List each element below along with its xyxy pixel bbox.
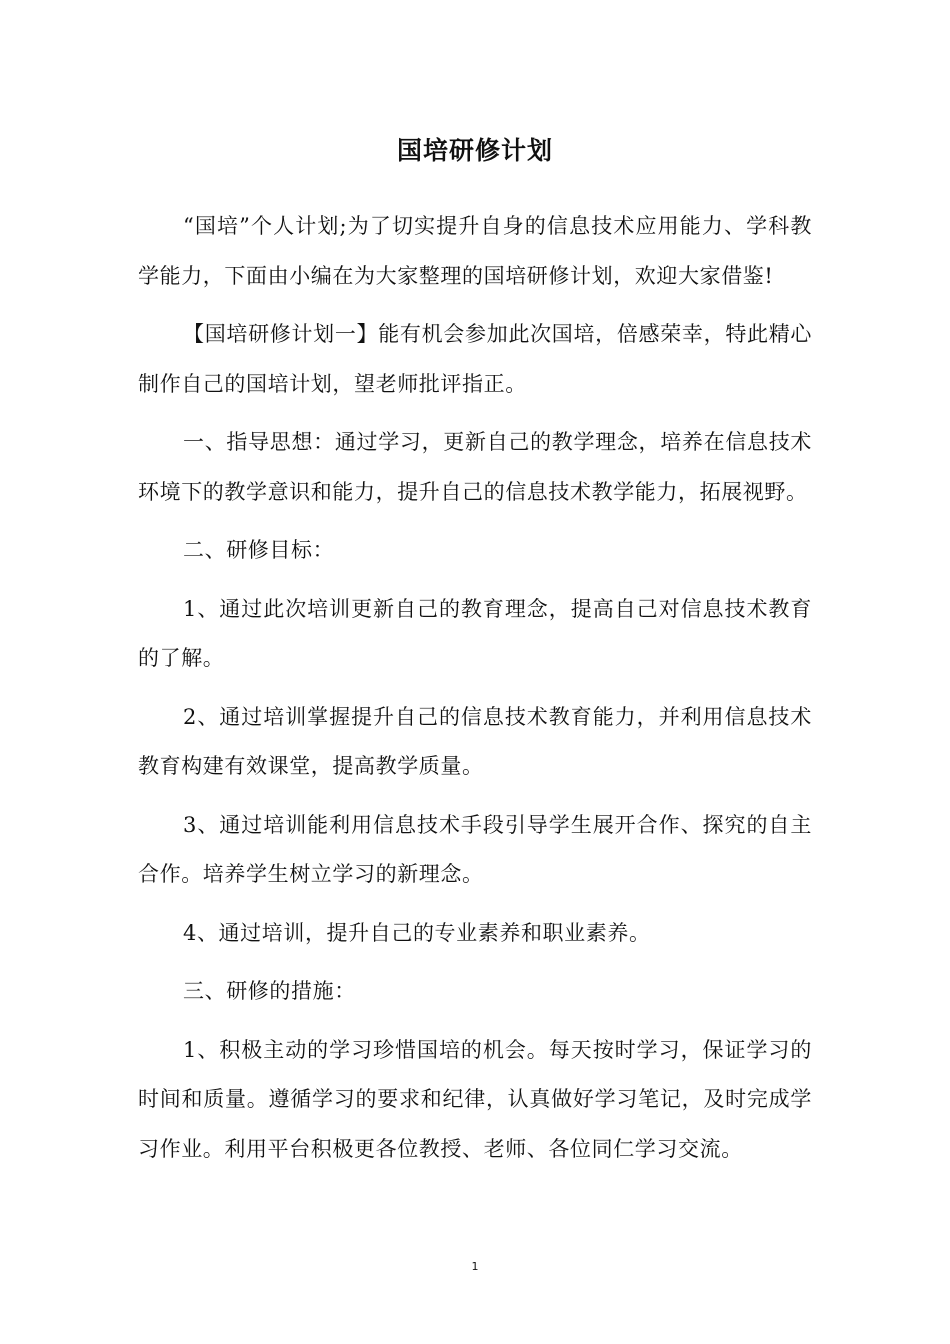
document-body [138,202,812,1183]
paragraph-guiding-thought: 一、指导思想：通过学习，更新自己的教学理念，培养在信息技术环境下的教学意识和能力，提升自己的信息技术教学能力，拓展视野。 [138,430,812,504]
paragraph-plan-one: 【国培研修计划一】能有机会参加此次国培，倍感荣幸，特此精心制作自己的国培计划，望老师批评指正。 [138,322,812,396]
paragraph-measures-heading: 三、研修的措施： [183,979,356,1003]
document-title: 国培研修计划 [396,136,553,165]
paragraph-measure-1: 1、积极主动的学习珍惜国培的机会。每天按时学习，保证学习的时间和质量。遵循学习的要求和纪律，认真做好学习笔记，及时完成学习作业。利用平台积极更各位教授、老师、各位同仁学习交流。 [138,1037,812,1161]
paragraph-goal-3: 3、通过培训能利用信息技术手段引导学生展开合作、探究的自主合作。培养学生树立学习的新理念。 [138,812,812,886]
paragraph-goal-4: 4、通过培训，提升自己的专业素养和职业素养。 [183,920,651,945]
paragraph-goal-2: 2、通过培训掌握提升自己的信息技术教育能力，并利用信息技术教育构建有效课堂，提高教学质量。 [138,704,812,778]
page-number: 1 [471,1260,479,1273]
paragraph-goal-1: 1、通过此次培训更新自己的教育理念，提高自己对信息技术教育的了解。 [138,596,812,670]
paragraph-intro: “国培”个人计划;为了切实提升自身的信息技术应用能力、学科教学能力，下面由小编在为大家整理的国培研修计划，欢迎大家借鉴! [138,214,812,288]
paragraph-goals-heading: 二、研修目标： [183,538,335,562]
